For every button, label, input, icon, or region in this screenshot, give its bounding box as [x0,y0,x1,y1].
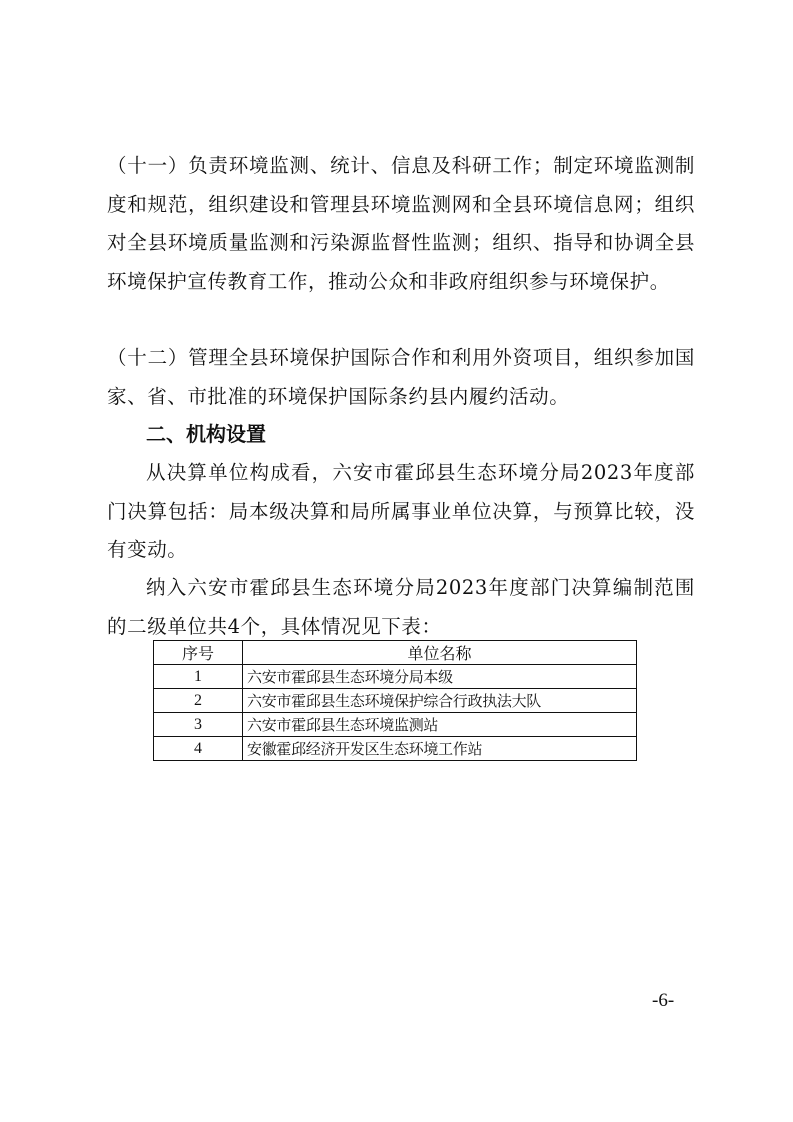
units-table [153,640,637,761]
section-heading: 二、机构设置 [146,422,266,446]
table-row [154,689,637,713]
paragraph-composition: 从决算单位构成看，六安市霍邱县生态环境分局2023年度部门决算包括：局本级决算和局所属事业单位决算，与预算比较，没有变动。 [107,461,695,561]
table-row [154,737,637,761]
paragraph-scope: 纳入六安市霍邱县生态环境分局2023年度部门决算编制范围的二级单位共4个，具体情况见下表： [107,576,695,638]
paragraph-item-eleven: （十一）负责环境监测、统计、信息及科研工作；制定环境监测制度和规范，组织建设和管理县环境监测网和全县环境信息网；组织对全县环境质量监测和污染源监督性监测；组织、指导和协调全县环境保护宣传教育工作，推动公众和非政府组织参与环境保护。 [107,154,695,293]
header-unit-name: 单位名称 [243,641,637,665]
header-serial-number: 序号 [154,641,243,665]
row-unit-name: 六安市霍邱县生态环境监测站 [243,713,637,737]
page-number: -6- [652,990,675,1011]
row-serial-number: 2 [154,689,243,713]
row-unit-name: 六安市霍邱县生态环境保护综合行政执法大队 [243,689,637,713]
table-row [154,713,637,737]
row-unit-name: 安徽霍邱经济开发区生态环境工作站 [243,737,637,761]
table-row [154,665,637,689]
table-header-row [154,641,637,665]
row-serial-number: 1 [154,665,243,689]
row-serial-number: 3 [154,713,243,737]
row-serial-number: 4 [154,737,243,761]
row-unit-name: 六安市霍邱县生态环境分局本级 [243,665,637,689]
paragraph-item-twelve: （十二）管理全县环境保护国际合作和利用外资项目，组织参加国家、省、市批准的环境保护国际条约县内履约活动。 [107,346,695,408]
